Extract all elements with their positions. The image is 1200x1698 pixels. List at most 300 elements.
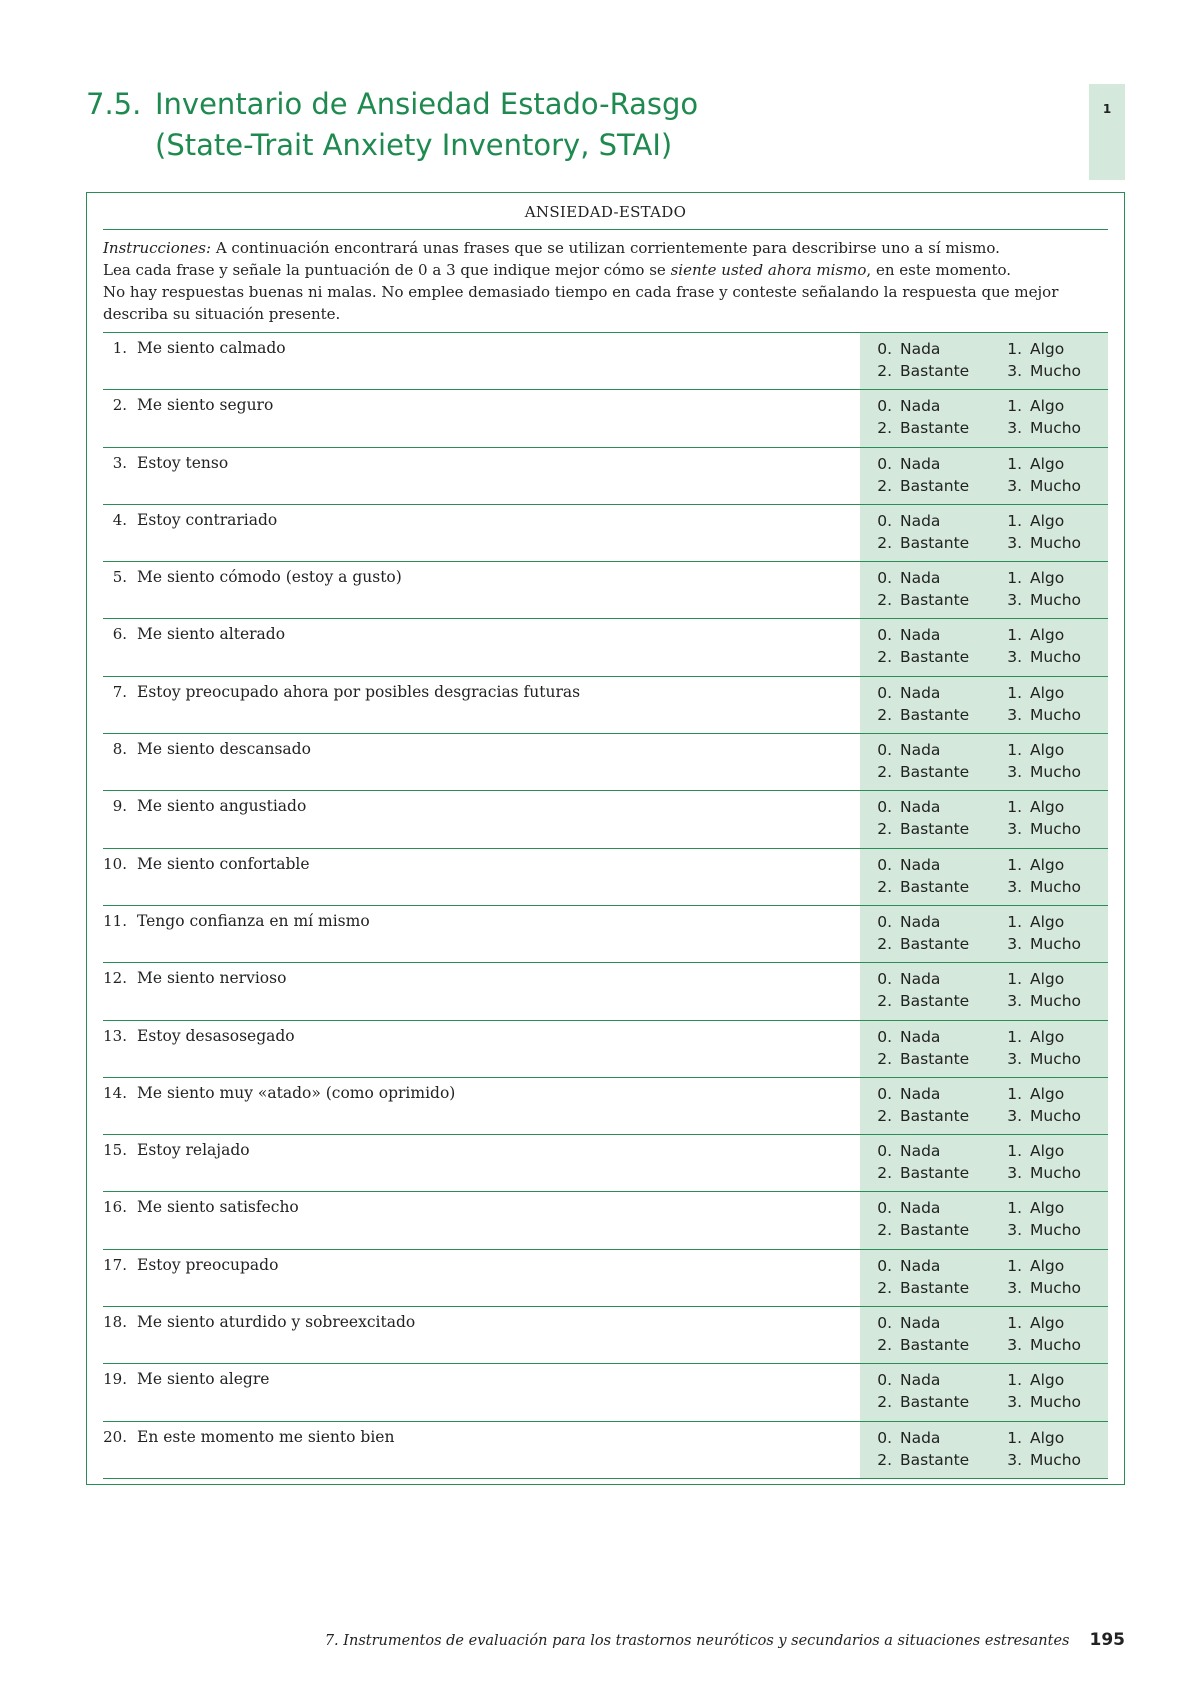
title-line-2: (State-Trait Anxiety Inventory, STAI) [155,128,673,162]
item-number: 17. [103,1255,127,1274]
answer-option-mucho[interactable] [998,1392,1081,1413]
item-row [103,1078,1108,1135]
item-number: 12. [103,969,127,988]
item-number: 10. [103,854,127,873]
option-label: Algo [1030,454,1065,473]
item-text: Estoy desasosegado [137,1026,295,1045]
option-label: Mucho [1030,1336,1082,1355]
answer-option-nada[interactable] [868,568,940,589]
option-key: 2. [877,1450,892,1469]
option-key: 0. [877,741,892,760]
answer-option-bastante[interactable] [868,533,969,554]
item-number: 19. [103,1370,127,1389]
item-row [103,734,1108,791]
option-label: Algo [1030,970,1065,989]
answer-option-mucho[interactable] [998,1450,1081,1471]
option-label: Nada [900,970,941,989]
answer-option-bastante[interactable] [868,1335,969,1356]
item-row [103,1307,1108,1364]
option-key: 0. [877,855,892,874]
option-key: 3. [1007,1278,1022,1297]
item-row [103,390,1108,447]
answer-option-nada[interactable] [868,740,940,761]
answer-option-mucho[interactable] [998,877,1081,898]
option-label: Mucho [1030,1106,1082,1125]
option-key: 2. [877,1278,892,1297]
answer-option-bastante[interactable] [868,476,969,497]
answer-option-bastante[interactable] [868,705,969,726]
answer-option-nada[interactable] [868,511,940,532]
option-key: 1. [1007,340,1022,358]
item-text: Me siento alterado [137,625,286,644]
answer-option-algo[interactable] [998,396,1064,417]
answer-option-mucho[interactable] [998,590,1081,611]
option-label: Mucho [1030,1278,1082,1297]
item-row [103,619,1108,676]
answer-option-algo[interactable] [998,855,1064,876]
item-row [103,677,1108,734]
option-key: 2. [877,934,892,953]
answer-option-bastante[interactable] [868,1278,969,1299]
option-key: 3. [1007,877,1022,896]
option-key: 0. [877,397,892,416]
option-key: 1. [1007,569,1022,588]
answer-options [860,333,1108,389]
option-label: Mucho [1030,1393,1082,1412]
item-text: Me siento aturdido y sobreexcitado [137,1313,416,1332]
option-key: 3. [1007,1393,1022,1412]
option-label: Bastante [900,1106,970,1125]
option-label: Mucho [1030,362,1082,380]
option-key: 3. [1007,1049,1022,1068]
answer-option-bastante[interactable] [868,1220,969,1241]
option-label: Nada [900,511,941,530]
answer-options [860,562,1108,618]
answer-option-algo[interactable] [998,1313,1064,1334]
option-label: Mucho [1030,1049,1082,1068]
option-label: Mucho [1030,992,1082,1011]
item-text: Me siento alegre [137,1370,270,1389]
option-key: 1. [1007,741,1022,760]
option-label: Bastante [900,1393,970,1412]
item-text: Me siento nervioso [137,969,287,988]
answer-option-bastante[interactable] [868,1163,969,1184]
answer-options [860,619,1108,675]
answer-options [860,1135,1108,1191]
option-key: 2. [877,820,892,839]
item-text: Estoy relajado [137,1141,250,1160]
item-text: Me siento satisfecho [137,1198,299,1217]
answer-option-nada[interactable] [868,683,940,704]
item-row [103,448,1108,505]
option-key: 2. [877,648,892,667]
answer-option-bastante[interactable] [868,1392,969,1413]
answer-option-mucho[interactable] [998,991,1081,1012]
item-number: 6. [112,625,127,644]
answer-option-nada[interactable] [868,1370,940,1391]
option-label: Bastante [900,934,970,953]
option-key: 0. [877,1027,892,1046]
option-label: Algo [1030,340,1065,358]
option-key: 3. [1007,705,1022,724]
answer-option-nada[interactable] [868,1313,940,1334]
answer-options [860,1307,1108,1363]
answer-option-mucho[interactable] [998,934,1081,955]
option-key: 2. [877,992,892,1011]
option-label: Nada [900,798,941,817]
option-label: Nada [900,683,941,702]
answer-options [860,677,1108,733]
answer-option-mucho[interactable] [998,1049,1081,1070]
answer-options [860,1078,1108,1134]
option-label: Mucho [1030,877,1082,896]
answer-options [860,390,1108,446]
option-label: Algo [1030,1428,1065,1447]
answer-option-nada[interactable] [868,797,940,818]
answer-option-algo[interactable] [998,339,1064,360]
answer-options [860,734,1108,790]
answer-option-mucho[interactable] [998,1220,1081,1241]
item-row [103,1422,1108,1479]
option-key: 2. [877,362,892,380]
item-text: Estoy contrariado [137,510,278,529]
answer-option-nada[interactable] [868,1141,940,1162]
answer-option-nada[interactable] [868,1084,940,1105]
option-key: 3. [1007,1106,1022,1125]
option-key: 1. [1007,970,1022,989]
answer-option-algo[interactable] [998,454,1064,475]
option-label: Bastante [900,705,970,724]
option-label: Bastante [900,419,970,438]
option-label: Nada [900,741,941,760]
option-key: 0. [877,626,892,645]
item-text: Me siento seguro [137,396,274,415]
answer-option-bastante[interactable] [868,1049,969,1070]
answer-option-nada[interactable] [868,339,940,360]
item-row [103,1192,1108,1249]
option-key: 3. [1007,476,1022,495]
option-key: 3. [1007,820,1022,839]
answer-option-algo[interactable] [998,625,1064,646]
option-key: 1. [1007,1371,1022,1390]
option-label: Nada [900,1027,941,1046]
option-label: Algo [1030,1142,1065,1161]
option-key: 1. [1007,855,1022,874]
option-key: 3. [1007,992,1022,1011]
option-key: 3. [1007,1164,1022,1183]
answer-option-bastante[interactable] [868,1450,969,1471]
item-text: Estoy preocupado [137,1255,279,1274]
option-key: 0. [877,1314,892,1333]
option-key: 0. [877,1256,892,1275]
section-number: 7.5. [86,87,142,121]
option-label: Algo [1030,1256,1065,1275]
item-number: 2. [112,396,127,415]
option-label: Algo [1030,1371,1065,1390]
item-text: Tengo confianza en mí mismo [137,911,370,930]
answer-option-algo[interactable] [998,740,1064,761]
footer-chapter-text: 7. Instrumentos de evaluación para los trastornos neuróticos y secundarios a situaciones estresantes [324,1633,1070,1649]
option-key: 2. [877,1106,892,1125]
option-label: Bastante [900,1164,970,1183]
answer-option-bastante[interactable] [868,590,969,611]
answer-option-algo[interactable] [998,1370,1064,1391]
option-label: Mucho [1030,591,1082,610]
answer-option-bastante[interactable] [868,418,969,439]
option-label: Bastante [900,763,970,782]
item-text: Me siento descansado [137,740,311,759]
option-label: Bastante [900,1049,970,1068]
item-number: 4. [112,510,127,529]
instructions-line-3: No hay respuestas buenas ni malas. No emplee demasiado tiempo en cada frase y conteste señalando la respuesta que mejor describa su situación presente. [103,283,1059,323]
option-key: 1. [1007,1314,1022,1333]
answer-option-nada[interactable] [868,396,940,417]
answer-option-algo[interactable] [998,1256,1064,1277]
item-number: 5. [112,568,127,587]
answer-option-nada[interactable] [868,969,940,990]
answer-option-algo[interactable] [998,912,1064,933]
option-label: Nada [900,1428,941,1447]
option-label: Algo [1030,569,1065,588]
answer-options [860,906,1108,962]
option-label: Nada [900,1371,941,1390]
answer-options [860,791,1108,847]
option-label: Algo [1030,1084,1065,1103]
item-row [103,849,1108,906]
option-key: 2. [877,591,892,610]
option-label: Nada [900,626,941,645]
answer-option-nada[interactable] [868,1027,940,1048]
answer-option-algo[interactable] [998,683,1064,704]
option-label: Bastante [900,1221,970,1240]
option-label: Mucho [1030,476,1082,495]
item-number: 11. [103,911,127,930]
title-line-1 [86,84,698,125]
item-number: 20. [103,1427,127,1446]
answer-option-nada[interactable] [868,1256,940,1277]
option-key: 0. [877,1142,892,1161]
option-key: 0. [877,511,892,530]
instructions [103,237,1103,325]
option-label: Algo [1030,683,1065,702]
item-row [103,963,1108,1020]
option-label: Bastante [900,1278,970,1297]
answer-option-bastante[interactable] [868,1106,969,1127]
item-row [103,906,1108,963]
answer-option-bastante[interactable] [868,762,969,783]
option-key: 1. [1007,511,1022,530]
option-label: Algo [1030,912,1065,931]
answer-option-algo[interactable] [998,511,1064,532]
item-number: 7. [112,682,127,701]
answer-option-algo[interactable] [998,969,1064,990]
answer-option-algo[interactable] [998,1428,1064,1449]
answer-option-nada[interactable] [868,625,940,646]
option-key: 1. [1007,683,1022,702]
item-text: Me siento calmado [137,339,286,357]
answer-option-algo[interactable] [998,1198,1064,1219]
answer-options [860,448,1108,504]
option-key: 2. [877,877,892,896]
option-key: 0. [877,340,892,358]
option-label: Nada [900,1256,941,1275]
option-key: 3. [1007,1450,1022,1469]
item-row [103,333,1108,390]
answer-option-mucho[interactable] [998,762,1081,783]
answer-option-bastante[interactable] [868,647,969,668]
page-footer [325,1630,1125,1650]
option-key: 2. [877,1221,892,1240]
option-label: Mucho [1030,705,1082,724]
option-key: 1. [1007,1142,1022,1161]
answer-option-bastante[interactable] [868,877,969,898]
option-label: Mucho [1030,1450,1082,1469]
option-label: Nada [900,855,941,874]
answer-option-bastante[interactable] [868,991,969,1012]
option-key: 0. [877,683,892,702]
answer-option-mucho[interactable] [998,1278,1081,1299]
option-key: 0. [877,1428,892,1447]
item-number: 15. [103,1141,127,1160]
answer-option-nada[interactable] [868,1198,940,1219]
option-label: Algo [1030,511,1065,530]
option-label: Nada [900,1142,941,1161]
instructions-line-1: A continuación encontrará unas frases que se utilizan corrientemente para describirse uno a sí mismo. [211,239,1000,257]
answer-option-algo[interactable] [998,797,1064,818]
answer-options [860,1250,1108,1306]
answer-option-nada[interactable] [868,855,940,876]
option-key: 3. [1007,763,1022,782]
option-label: Nada [900,1084,941,1103]
option-key: 2. [877,1393,892,1412]
answer-option-algo[interactable] [998,1084,1064,1105]
option-key: 0. [877,1371,892,1390]
item-row [103,562,1108,619]
answer-option-mucho[interactable] [998,1335,1081,1356]
option-label: Nada [900,569,941,588]
answer-options [860,963,1108,1019]
option-key: 3. [1007,362,1022,380]
option-label: Bastante [900,992,970,1011]
option-label: Mucho [1030,1164,1082,1183]
option-label: Mucho [1030,533,1082,552]
option-key: 1. [1007,912,1022,931]
option-key: 2. [877,533,892,552]
item-text: Me siento cómodo (estoy a gusto) [137,568,402,587]
item-number: 8. [112,740,127,759]
answer-options [860,1422,1108,1478]
item-row [103,1364,1108,1421]
option-key: 0. [877,1084,892,1103]
page-title [86,84,698,166]
option-label: Mucho [1030,648,1082,667]
option-key: 2. [877,763,892,782]
option-key: 1. [1007,1199,1022,1218]
answer-option-mucho[interactable] [998,819,1081,840]
item-row [103,505,1108,562]
instructions-line-2-pre: Lea cada frase y señale la puntuación de 0 a 3 que indique mejor cómo se [103,261,671,279]
option-label: Nada [900,454,941,473]
option-key: 0. [877,454,892,473]
option-key: 1. [1007,1256,1022,1275]
answer-option-algo[interactable] [998,1027,1064,1048]
option-label: Bastante [900,362,970,380]
item-text: Estoy tenso [137,453,229,472]
item-text: Estoy preocupado ahora por posibles desgracias futuras [137,682,581,701]
answer-option-mucho[interactable] [998,361,1081,382]
item-row [103,1021,1108,1078]
option-key: 2. [877,476,892,495]
item-number: 14. [103,1083,127,1102]
option-key: 1. [1007,1428,1022,1447]
answer-option-nada[interactable] [868,1428,940,1449]
option-label: Mucho [1030,1221,1082,1240]
answer-option-mucho[interactable] [998,705,1081,726]
answer-option-mucho[interactable] [998,418,1081,439]
option-key: 2. [877,1049,892,1068]
answer-options [860,1021,1108,1077]
answer-option-nada[interactable] [868,454,940,475]
answer-option-bastante[interactable] [868,934,969,955]
option-label: Bastante [900,591,970,610]
item-number: 16. [103,1198,127,1217]
option-key: 0. [877,970,892,989]
option-key: 3. [1007,533,1022,552]
option-label: Algo [1030,397,1065,416]
item-text: Me siento confortable [137,854,310,873]
option-key: 0. [877,569,892,588]
option-key: 3. [1007,648,1022,667]
item-number: 1. [112,339,127,357]
answer-option-algo[interactable] [998,568,1064,589]
option-key: 0. [877,1199,892,1218]
option-key: 0. [877,912,892,931]
option-label: Algo [1030,798,1065,817]
answer-option-mucho[interactable] [998,476,1081,497]
answer-option-mucho[interactable] [998,533,1081,554]
option-label: Nada [900,912,941,931]
item-number: 13. [103,1026,127,1045]
answer-option-mucho[interactable] [998,1106,1081,1127]
option-label: Nada [900,340,941,358]
questionnaire-box [86,192,1125,1485]
answer-options [860,1192,1108,1248]
option-key: 2. [877,705,892,724]
chapter-side-tab: 1 [1089,84,1125,180]
item-text: En este momento me siento bien [137,1427,395,1446]
option-key: 3. [1007,1336,1022,1355]
form-title: ANSIEDAD-ESTADO [103,203,1108,230]
answer-options [860,1364,1108,1420]
answer-option-mucho[interactable] [998,647,1081,668]
option-key: 1. [1007,397,1022,416]
answer-option-algo[interactable] [998,1141,1064,1162]
option-label: Bastante [900,476,970,495]
answer-options [860,849,1108,905]
option-label: Mucho [1030,763,1082,782]
instructions-line-2-post: , en este momento. [866,261,1012,279]
answer-option-nada[interactable] [868,912,940,933]
option-label: Algo [1030,626,1065,645]
answer-option-bastante[interactable] [868,361,969,382]
option-key: 1. [1007,454,1022,473]
answer-option-bastante[interactable] [868,819,969,840]
answer-options [860,505,1108,561]
option-key: 2. [877,1164,892,1183]
instructions-label: Instrucciones: [103,239,212,257]
answer-option-mucho[interactable] [998,1163,1081,1184]
option-label: Algo [1030,1027,1065,1046]
